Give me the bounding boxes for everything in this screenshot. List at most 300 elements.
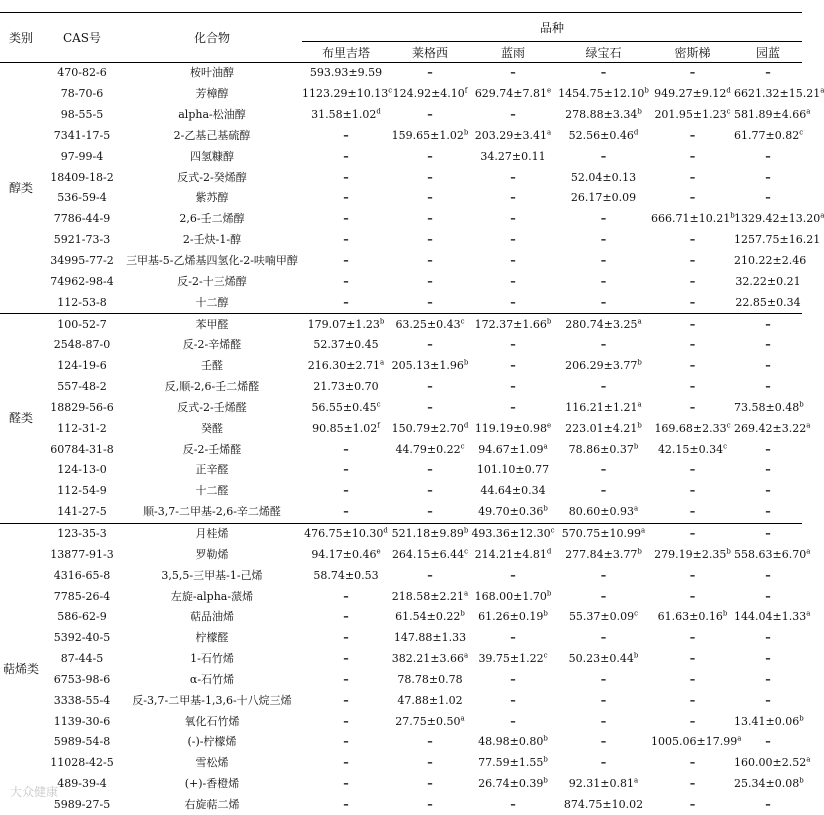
value-cell [556,251,651,272]
cas-cell: 112-31-2 [42,418,122,439]
value-text: 94.17±0.46 [311,548,376,561]
significance-letter: c [461,442,465,450]
significance-letter: a [737,735,741,743]
table-row [0,586,802,607]
significance-letter: b [726,547,730,555]
value-cell [651,565,734,586]
value-cell [470,377,556,398]
value-cell [390,146,470,167]
empty-dash: – [427,756,433,769]
value-cell [302,398,390,419]
value-cell [556,292,651,313]
empty-dash: – [510,275,516,288]
significance-letter: b [380,317,384,325]
significance-letter: b [644,87,648,95]
empty-dash: – [427,171,433,184]
value-text: 44.79±0.22 [395,443,460,456]
significance-letter: c [799,128,803,136]
value-cell [390,105,470,126]
value-text: 1005.06±17.99 [651,735,737,748]
value-cell [556,356,651,377]
value-cell [302,126,390,147]
value-cell [390,335,470,356]
value-cell [470,795,556,815]
empty-dash: – [690,527,696,540]
significance-letter: b [547,317,551,325]
value-cell [302,292,390,313]
value-cell [734,188,802,209]
cas-cell: 7785-26-4 [42,586,122,607]
volatile-compounds-table [0,12,802,815]
empty-dash: – [343,735,349,748]
value-cell [390,126,470,147]
header-compound: 化合物 [122,13,302,63]
empty-dash: – [690,275,696,288]
value-text: 581.89±4.66 [734,108,806,121]
significance-letter: a [461,714,465,722]
significance-letter: a [806,610,810,618]
cas-cell: 97-99-4 [42,146,122,167]
compound-cell: 十二醇 [122,292,302,313]
compound-cell: 雪松烯 [122,753,302,774]
value-cell [734,271,802,292]
value-text: 22.85±0.34 [735,296,800,309]
value-cell [302,544,390,565]
value-cell [470,84,556,105]
table-row [0,230,802,251]
empty-dash: – [427,108,433,121]
value-cell [651,126,734,147]
value-cell [302,188,390,209]
compound-cell: 十二醛 [122,481,302,502]
empty-dash: – [510,171,516,184]
empty-dash: – [765,318,771,331]
cas-cell: 74962-98-4 [42,271,122,292]
value-cell [470,523,556,544]
table-row [0,377,802,398]
empty-dash: – [690,254,696,267]
compound-cell: 反,顺-2,6-壬二烯醛 [122,377,302,398]
value-cell [734,398,802,419]
category-cell: 醛类 [0,314,42,523]
value-text: 172.37±1.66 [475,318,547,331]
value-cell [390,418,470,439]
value-cell [734,126,802,147]
significance-letter: a [806,547,810,555]
value-cell [470,271,556,292]
value-cell [556,607,651,628]
significance-letter: a [380,359,384,367]
value-text: 21.73±0.70 [313,380,378,393]
value-cell [556,314,651,335]
empty-dash: – [690,233,696,246]
significance-letter: b [730,212,734,220]
header-cultivar: 密斯梯 [651,42,734,63]
value-text: 58.74±0.53 [313,569,378,582]
compound-cell: 1-石竹烯 [122,649,302,670]
value-cell [651,271,734,292]
cas-cell: 586-62-9 [42,607,122,628]
value-cell [302,146,390,167]
cas-cell: 5392-40-5 [42,628,122,649]
significance-letter: a [464,651,468,659]
empty-dash: – [427,254,433,267]
empty-dash: – [343,631,349,644]
value-text: 1454.75±12.10 [558,87,644,100]
compound-cell: 癸醛 [122,418,302,439]
value-cell [556,565,651,586]
significance-letter: c [464,547,468,555]
empty-dash: – [510,715,516,728]
value-cell [734,335,802,356]
empty-dash: – [510,694,516,707]
value-cell [734,565,802,586]
empty-dash: – [690,66,696,79]
value-cell [556,523,651,544]
significance-letter: b [637,547,641,555]
empty-dash: – [601,463,607,476]
value-text: 949.27±9.12 [654,87,726,100]
value-cell [390,271,470,292]
empty-dash: – [510,66,516,79]
empty-dash: – [343,610,349,623]
empty-dash: – [601,673,607,686]
value-cell [302,711,390,732]
significance-letter: c [727,421,731,429]
significance-letter: a [634,776,638,784]
empty-dash: – [690,338,696,351]
value-cell [470,167,556,188]
value-cell [390,63,470,84]
cas-cell: 78-70-6 [42,84,122,105]
value-cell [734,628,802,649]
table-row [0,481,802,502]
value-cell [470,230,556,251]
value-cell [470,544,556,565]
value-cell [302,795,390,815]
value-text: 223.01±4.21 [565,422,637,435]
cas-cell: 11028-42-5 [42,753,122,774]
value-text: 92.31±0.81 [569,777,634,790]
significance-letter: b [464,128,468,136]
value-cell [734,649,802,670]
value-cell [302,460,390,481]
value-cell [302,335,390,356]
value-text: 147.88±1.33 [394,631,466,644]
empty-dash: – [765,694,771,707]
compound-cell: 柠檬醛 [122,628,302,649]
cas-cell: 5921-73-3 [42,230,122,251]
value-cell [390,356,470,377]
empty-dash: – [765,338,771,351]
empty-dash: – [510,401,516,414]
cas-cell: 13877-91-3 [42,544,122,565]
cas-cell: 124-13-0 [42,460,122,481]
empty-dash: – [510,798,516,811]
value-text: 90.85±1.02 [312,422,377,435]
compound-cell: 罗勒烯 [122,544,302,565]
empty-dash: – [601,631,607,644]
watermark: 大众健康 [10,783,58,800]
cas-cell: 3338-55-4 [42,690,122,711]
value-cell [470,63,556,84]
value-text: 32.22±0.21 [735,275,800,288]
value-text: 55.37±0.09 [569,610,634,623]
empty-dash: – [343,463,349,476]
value-cell [734,439,802,460]
value-cell [556,188,651,209]
empty-dash: – [690,777,696,790]
value-cell [390,586,470,607]
significance-letter: d [726,87,730,95]
value-cell [390,460,470,481]
empty-dash: – [690,380,696,393]
significance-letter: d [634,128,638,136]
compound-cell: α-石竹烯 [122,669,302,690]
empty-dash: – [601,150,607,163]
empty-dash: – [601,715,607,728]
value-cell [556,63,651,84]
empty-dash: – [690,463,696,476]
value-cell [734,209,802,230]
compound-cell: 3,5,5-三甲基-1-己烯 [122,565,302,586]
value-cell [734,774,802,795]
compound-cell: 氧化石竹烯 [122,711,302,732]
value-cell [556,795,651,815]
value-cell [470,335,556,356]
empty-dash: – [690,694,696,707]
value-cell [734,544,802,565]
value-cell [470,481,556,502]
empty-dash: – [690,673,696,686]
value-text: 666.71±10.21 [651,212,730,225]
value-cell [556,711,651,732]
value-cell [734,84,802,105]
value-cell [390,502,470,523]
table-row [0,502,802,523]
table-row [0,690,802,711]
value-text: 26.74±0.39 [478,777,543,790]
value-text: 1123.29±10.13 [302,87,388,100]
value-cell [470,105,556,126]
empty-dash: – [601,338,607,351]
empty-dash: – [601,694,607,707]
table-body [0,63,802,815]
empty-dash: – [510,359,516,372]
value-cell [470,628,556,649]
significance-letter: b [543,735,547,743]
value-text: 61.63±0.16 [658,610,723,623]
empty-dash: – [765,527,771,540]
value-cell [390,209,470,230]
value-text: 48.98±0.80 [478,735,543,748]
value-cell [556,146,651,167]
value-text: 214.21±4.81 [475,548,547,561]
compound-cell: 右旋萜二烯 [122,795,302,815]
compound-cell: 三甲基-5-乙烯基四氢化-2-呋喃甲醇 [122,251,302,272]
table-row [0,84,802,105]
significance-letter: f [377,421,380,429]
value-cell [651,377,734,398]
value-cell [556,126,651,147]
table-row [0,544,802,565]
value-text: 169.68±2.33 [654,422,726,435]
value-cell [390,188,470,209]
value-cell [651,649,734,670]
value-text: 73.58±0.48 [734,401,799,414]
table-row [0,209,802,230]
value-text: 218.58±2.21 [392,590,464,603]
table-row [0,607,802,628]
table-row [0,565,802,586]
significance-letter: c [544,651,548,659]
value-cell [556,690,651,711]
value-cell [651,230,734,251]
cas-cell: 123-35-3 [42,523,122,544]
value-cell [734,418,802,439]
value-cell [651,544,734,565]
value-cell [302,565,390,586]
empty-dash: – [690,401,696,414]
value-cell [470,418,556,439]
value-cell [302,167,390,188]
value-cell [651,628,734,649]
empty-dash: – [343,254,349,267]
empty-dash: – [601,66,607,79]
value-text: 144.04±1.33 [734,610,806,623]
value-text: 44.64±0.34 [480,484,545,497]
value-cell [734,230,802,251]
value-text: 124.92±4.10 [393,87,465,100]
value-cell [734,690,802,711]
significance-letter: b [799,400,803,408]
value-text: 558.63±6.70 [734,548,806,561]
significance-letter: d [464,421,468,429]
value-cell [651,523,734,544]
empty-dash: – [690,798,696,811]
value-cell [390,669,470,690]
significance-letter: b [723,610,727,618]
value-text: 52.56±0.46 [569,129,634,142]
empty-dash: – [510,380,516,393]
value-cell [390,544,470,565]
value-cell [302,586,390,607]
empty-dash: – [690,484,696,497]
value-cell [734,586,802,607]
empty-dash: – [601,233,607,246]
empty-dash: – [690,756,696,769]
empty-dash: – [601,735,607,748]
table-row [0,271,802,292]
empty-dash: – [427,296,433,309]
category-cell: 醇类 [0,63,42,314]
empty-dash: – [510,212,516,225]
significance-letter: c [727,107,731,115]
value-cell [734,167,802,188]
value-cell [651,314,734,335]
table-row [0,105,802,126]
value-cell [651,669,734,690]
significance-letter: b [543,504,547,512]
value-cell [470,356,556,377]
table-row [0,732,802,753]
significance-letter: d [376,107,380,115]
value-cell [390,377,470,398]
value-cell [556,167,651,188]
significance-letter: d [547,547,551,555]
value-cell [556,502,651,523]
empty-dash: – [510,673,516,686]
value-cell [390,523,470,544]
value-cell [470,398,556,419]
significance-letter: b [543,610,547,618]
empty-dash: – [765,505,771,518]
value-cell [556,209,651,230]
value-cell [651,711,734,732]
significance-letter: b [460,610,464,618]
empty-dash: – [690,631,696,644]
significance-letter: b [634,651,638,659]
significance-letter: a [806,756,810,764]
value-text: 476.75±10.30 [304,527,383,540]
cas-cell: 7341-17-5 [42,126,122,147]
value-text: 116.21±1.21 [565,401,637,414]
empty-dash: – [427,401,433,414]
empty-dash: – [427,798,433,811]
significance-letter: a [638,400,642,408]
compound-cell: 芳樟醇 [122,84,302,105]
cas-cell: 112-54-9 [42,481,122,502]
cas-cell: 60784-31-8 [42,439,122,460]
header-cas: CAS号 [42,13,122,63]
empty-dash: – [343,505,349,518]
value-text: 56.55±0.45 [311,401,376,414]
value-cell [390,314,470,335]
empty-dash: – [343,212,349,225]
value-cell [556,732,651,753]
value-cell [302,314,390,335]
empty-dash: – [765,359,771,372]
value-cell [651,292,734,313]
value-text: 27.75±0.50 [395,715,460,728]
cas-cell: 470-82-6 [42,63,122,84]
value-cell [734,753,802,774]
significance-letter: b [637,107,641,115]
empty-dash: – [601,484,607,497]
value-cell [390,753,470,774]
value-cell [470,565,556,586]
table-row [0,628,802,649]
cas-cell: 489-39-4 [42,774,122,795]
value-cell [390,251,470,272]
significance-letter: a [641,526,645,534]
compound-cell: 正辛醛 [122,460,302,481]
value-cell [302,418,390,439]
empty-dash: – [343,715,349,728]
significance-letter: c [723,442,727,450]
value-cell [302,502,390,523]
value-cell [390,230,470,251]
value-cell [734,251,802,272]
cas-cell: 98-55-5 [42,105,122,126]
value-cell [651,335,734,356]
table-row [0,292,802,313]
value-text: 206.29±3.77 [565,359,637,372]
value-cell [556,669,651,690]
value-text: 77.59±1.55 [478,756,543,769]
empty-dash: – [601,275,607,288]
table-row [0,251,802,272]
